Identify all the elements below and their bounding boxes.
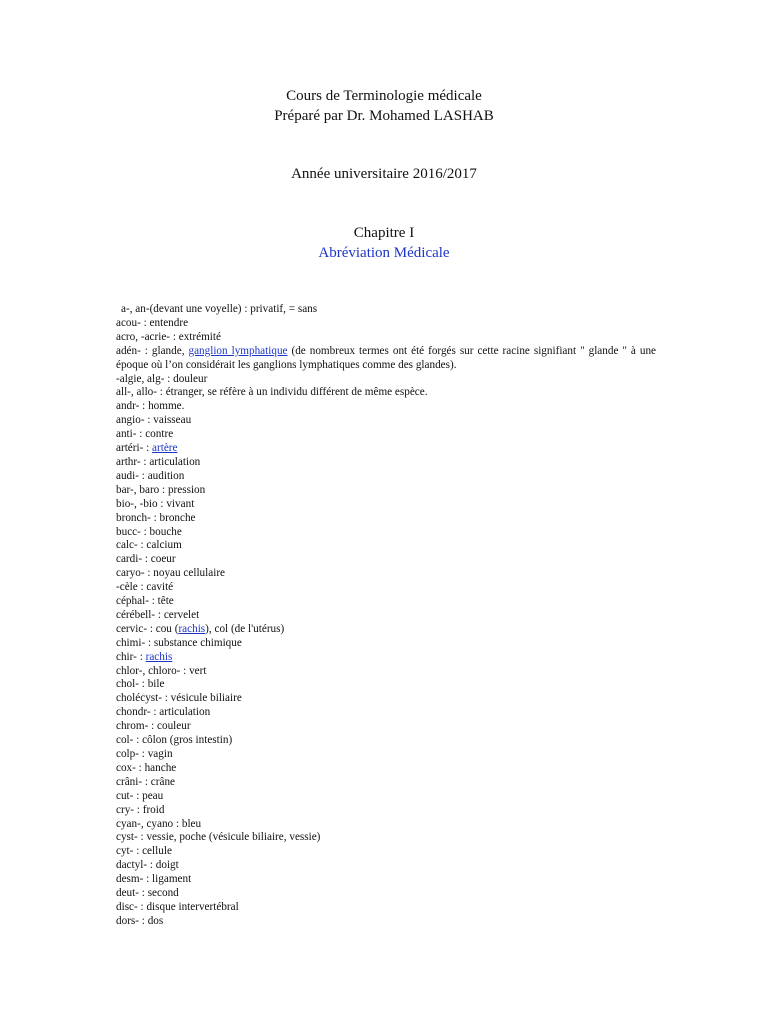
- ganglion-lymphatique-link[interactable]: ganglion lymphatique: [188, 344, 288, 357]
- term-entry: cut- : peau: [116, 789, 164, 802]
- term-entry: col- : côlon (gros intestin): [116, 734, 233, 747]
- term-entry: andr- : homme.: [116, 400, 185, 413]
- term-entry: [116, 345, 656, 373]
- chapter-title: Abréviation Médicale: [318, 245, 450, 261]
- term-entry: cyt- : cellule: [116, 845, 172, 858]
- term-entry: angio- : vaisseau: [116, 414, 192, 427]
- term-entry: cry- : froid: [116, 803, 165, 816]
- term-entry: chondr- : articulation: [116, 706, 211, 719]
- term-entry: dors- : dos: [116, 914, 164, 927]
- term-entry: colp- : vagin: [116, 748, 173, 760]
- term-entry: [116, 442, 656, 456]
- term-entry: cardi- : coeur: [116, 553, 176, 566]
- term-entry: cyan-, cyano : bleu: [116, 817, 202, 830]
- term-entry: disc- : disque intervertébral: [116, 900, 239, 913]
- term-entry: acou- : entendre: [116, 316, 189, 329]
- author-line: Préparé par Dr. Mohamed LASHAB: [274, 108, 494, 124]
- term-entry: bronch- : bronche: [116, 511, 196, 524]
- term-text: adén- : glande,: [116, 344, 189, 357]
- term-entry: bar-, baro : pression: [116, 483, 206, 496]
- course-title: Cours de Terminologie médicale: [286, 88, 482, 104]
- term-entry: crâni- : crâne: [116, 775, 176, 788]
- term-entry: acro, -acrie- : extrémité: [116, 330, 221, 343]
- term-entry: anti- : contre: [116, 428, 174, 441]
- term-entry: chimi- : substance chimique: [116, 636, 242, 649]
- term-entry: caryo- : noyau cellulaire: [116, 567, 226, 580]
- term-entry: céphal- : tête: [116, 595, 174, 608]
- term-entry: cérébell- : cervelet: [116, 608, 200, 621]
- term-entry: all-, allo- : étranger, se réfère à un individu différent de même espèce.: [116, 386, 428, 399]
- term-entry: calc- : calcium: [116, 539, 182, 552]
- term-text: cervic- : cou (: [116, 622, 179, 635]
- term-entry: desm- : ligament: [116, 873, 192, 886]
- term-text: chir- :: [116, 650, 146, 663]
- term-entry: chrom- : couleur: [116, 720, 191, 733]
- rachis-link[interactable]: rachis: [145, 650, 173, 663]
- term-entry: [116, 623, 656, 637]
- term-entry: bio-, -bio : vivant: [116, 497, 195, 510]
- term-entry: -cèle : cavité: [116, 581, 174, 594]
- chapter-number: Chapitre I: [353, 225, 415, 241]
- term-list: [116, 303, 656, 929]
- term-entry: arthr- : articulation: [116, 455, 201, 468]
- term-text: (de nombreux termes ont été forgés sur cette racine signifiant " glande " à une époque où l’on considérait les ganglions lymphatiques comme des glandes).: [116, 344, 656, 371]
- term-entry: audi- : audition: [116, 469, 185, 482]
- rachis-link[interactable]: rachis: [178, 622, 206, 635]
- term-entry: a-, an-(devant une voyelle) : privatif, = sans: [121, 303, 318, 315]
- term-entry: cox- : hanche: [116, 761, 177, 774]
- term-text: artéri- :: [116, 442, 153, 455]
- term-entry: chlor-, chloro- : vert: [116, 664, 207, 677]
- term-entry: deut- : second: [116, 887, 179, 900]
- artere-link[interactable]: artère: [152, 442, 178, 455]
- term-entry: -algie, alg- : douleur: [116, 372, 208, 385]
- term-entry: bucc- : bouche: [116, 525, 182, 538]
- academic-year: Année universitaire 2016/2017: [291, 166, 477, 182]
- term-entry: chol- : bile: [116, 678, 165, 691]
- term-text: ), col (de l'utérus): [205, 622, 285, 635]
- term-entry: cholécyst- : vésicule biliaire: [116, 692, 242, 705]
- term-entry: [116, 651, 656, 665]
- term-entry: dactyl- : doigt: [116, 859, 179, 872]
- term-entry: cyst- : vessie, poche (vésicule biliaire, vessie): [116, 831, 321, 844]
